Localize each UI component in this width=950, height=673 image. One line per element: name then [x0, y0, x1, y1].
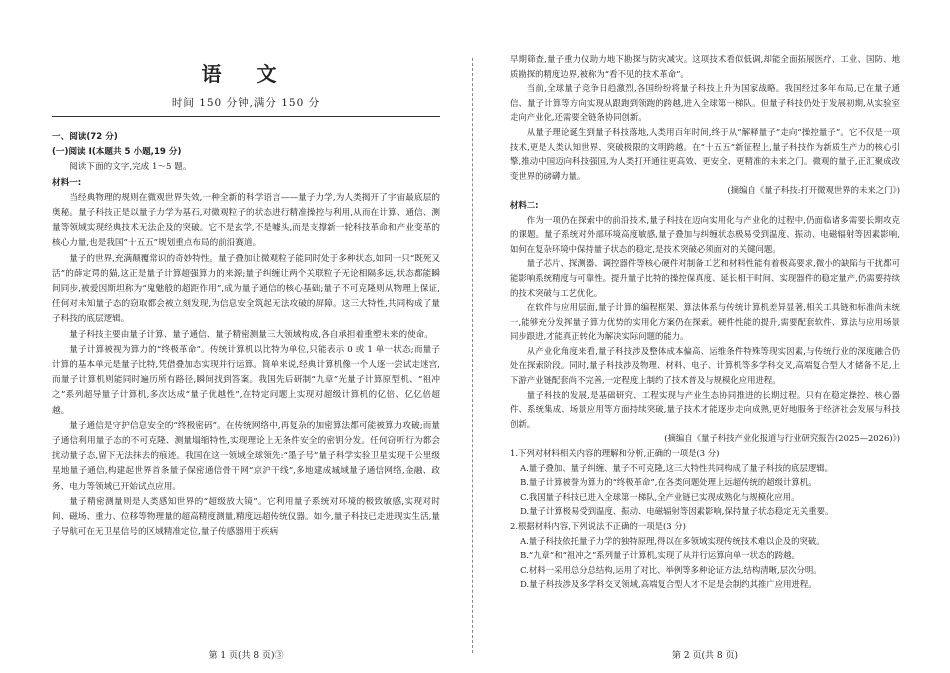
source-citation: (摘编自《量子科技:打开微观世界的未来之门》): [727, 185, 900, 196]
question-1-option-b: B.量子计算被誉为算力的“终极革命”,在各类问题处理上远超传统的超级计算机。: [520, 477, 817, 488]
source-citation: (摘编自《量子科技产业化报道与行业研究报告(2025—2026)》): [664, 433, 900, 444]
subsection-heading: (一)阅读 I(本题共 5 小题,19 分): [52, 147, 182, 158]
exam-subtitle: 时间 150 分钟,满分 150 分: [171, 97, 321, 109]
question-2-option-a: A.量子科技依托量子力学的独特原理,得以在多领域实现传统技术难以企及的突破。: [520, 535, 825, 546]
exam-title: 语 文: [201, 62, 291, 86]
paragraph: 在软件与应用层面,量子计算的编程框架、算法体系与传统计算机差异显著,相关工具链和标准尚未统一,能够充分发挥量子算力优势的实用化方案仍在探索。硬件性能的提升,需要配套软件、算法与应用场景同步跟进,才能真正转化为解决实际问题的能力。: [510, 302, 900, 342]
question-2-option-c: C.材料一采用总分总结构,运用了对比、举例等多种论证方法,结构清晰,层次分明。: [520, 564, 822, 575]
instruction-text: 阅读下面的文字,完成 1～5 题。: [69, 162, 192, 173]
question-2-option-d: D.量子科技涉及多学科交叉领域,高端复合型人才不足是会制约其推广应用进程。: [520, 579, 817, 590]
material1-label: 材料一:: [52, 177, 82, 188]
paragraph: 量子的世界,充满颠覆常识的奇妙特性。量子叠加让微观粒子能同时处于多种状态,如同一只“既死又活”的薛定谔的猫,这正是量子计算超强算力的来源;量子纠缠让两个关联粒子无论相隔多远,状态都能瞬间同步,被爱因斯坦称为“鬼魅般的超距作用”,成为量子通信的核心基础;量子不可克隆则从物理上保证,任何对未知量子态的窃取都会被立刻发现,为信息安全筑起无法攻破的屏障。这三大特性,共同构成了量子科技的底层逻辑。: [52, 253, 440, 325]
paragraph: 量子精密测量则是人类感知世界的“超级放大镜”。它利用量子系统对环境的极致敏感,实现对时间、磁场、重力、位移等物理量的超高精度测量,精度远超传统仪器。如今,量子科技已走进现实生活,量子导航可在无卫星信号的区域精准定位,量子传感器用于疾病: [52, 496, 440, 538]
paragraph: 量子科技主要由量子计算、量子通信、量子精密测量三大领域构成,各自承担着重塑未来的使命。: [69, 329, 433, 340]
question-1-option-a: A.量子叠加、量子纠缠、量子不可克隆,这三大特性共同构成了量子科技的底层逻辑。: [520, 462, 833, 473]
page-footer: 第 2 页(共 8 页): [672, 651, 738, 661]
left-content: [52, 130, 440, 540]
left-page: [52, 0, 440, 673]
paragraph: 从量子理论诞生到量子科技落地,人类用百年时间,终于从“解释量子”走向“操控量子”。它不仅是一项技术,更是人类认知世界、突破极限的文明跨越。在“十五五”新征程上,量子科技作为新质生产力的核心引擎,推动中国迈向科技强国,为人类打开通往更高效、更安全、更精准的未来之门。微观的量子,正汇聚成改变世界的磅礴力量。: [510, 126, 900, 181]
paragraph: 量子通信是守护信息安全的“终极密码”。在传统网络中,再复杂的加密算法都可能被算力攻破;而量子通信利用量子态的不可克隆、测量塌缩特性,实现理论上无条件安全的密钥分发。任何窃听行为都会扰动量子态,留下无法抹去的痕迹。我国在这一领域全球领先:“墨子号”量子科学实验卫星实现千公里级星地量子通信,构建起世界首条量子保密通信骨干网“京沪干线”,多地建成城域量子通信网络,金融、政务、电力等领域已开始试点应用。: [52, 420, 440, 492]
right-page: [510, 0, 900, 673]
paragraph: 作为一项仍在探索中的前沿技术,量子科技在迈向实用化与产业化的过程中,仍面临诸多需要长期攻克的课题。量子系统对外部环境高度敏感,量子叠加与纠缠状态极易受到温度、振动、电磁辐射等因素影响,如何在复杂环境中保持量子状态的稳定,是技术突破必须面对的关键问题。: [510, 214, 900, 254]
header-rule: [52, 116, 440, 117]
question-2: 2.根据材料内容,下列说法不正确的一项是(3 分): [510, 521, 686, 531]
paragraph: 当经典物理的规则在微观世界失效,一种全新的科学语言——量子力学,为人类揭开了宇宙最底层的奥秘。量子科技正是以量子力学为基石,对微观粒子的状态进行精准操控与利用,从而在计算、通信、测量等领域实现经典技术无法企及的突破。它不是玄学,不是噱头,而是支撑新一轮科技革命和产业变革的核心力量,也是我国“十五五”规划重点布局的前沿赛道。: [52, 192, 440, 249]
question-2-option-b: B.“九章”和“祖冲之”系列量子计算机,实现了从并行运算向单一状态的跨越。: [520, 550, 800, 561]
material2-label: 材料二:: [510, 199, 539, 210]
paragraph: 从产业化角度来看,量子科技涉及整体成本偏高、运维条件特殊等现实因素,与传统行业的深度融合仍处在探索阶段。同时,量子科技涉及物理、材料、电子、计算机等多学科交叉,高端复合型人才储备不足,上下游产业链配套尚不完善,一定程度上制约了技术普及与规模化应用进程。: [510, 345, 900, 386]
paragraph: 当前,全球量子竞争日趋激烈,各国纷纷将量子科技上升为国家战略。我国经过多年布局,已在量子通信、量子计算等方向实现从跟跑到领跑的跨越,进入全球第一梯队。但量子科技仍处于发展初期,从实验室走向产业化,还需要全链条协同创新。: [510, 83, 900, 123]
right-content: [510, 52, 900, 592]
paragraph: 量子科技的发展,是基础研究、工程实现与产业生态协同推进的长期过程。只有在稳定操控、核心器件、系统集成、场景应用等方面持续突破,量子技术才能逐步走向成熟,更好地服务于经济社会发展与科技创新。: [510, 389, 900, 429]
paragraph: 量子计算被视为算力的“终极革命”。传统计算机以比特为单位,只能表示 0 或 1 单一状态;而量子计算的基本单元是量子比特,凭借叠加态实现并行运算。简单来说,经典计算机像一个人逐一尝试走迷宫,而量子计算机则能同时遍历所有路径,瞬间找到答案。我国先后研制“九章”光量子计算原型机、“祖冲之”系列超导量子计算机,多次达成“量子优越性”,在特定问题上实现对超级计算机的亿倍、亿亿倍超越。: [52, 344, 440, 416]
question-1-option-c: C.我国量子科技已进入全球第一梯队,全产业链已实现成熟化与规模化应用。: [520, 491, 800, 502]
question-1-option-d: D.量子计算极易受到温度、振动、电磁辐射等因素影响,保持量子状态稳定无关重要。: [520, 506, 834, 517]
page-footer: 第 1 页(共 8 页)③: [208, 651, 284, 661]
question-1: 1.下列对材料相关内容的理解和分析,正确的一项是(3 分): [510, 448, 720, 459]
page-divider: [472, 58, 473, 653]
paragraph: 量子芯片、探测器、调控器件等核心硬件对制备工艺和材料性能有着极高要求,微小的缺陷与干扰都可能影响系统精度与可靠性。提升量子比特的操控保真度、延长相干时间、实现器件的稳定量产,仍需要持续的技术突破与工艺优化。: [510, 258, 900, 298]
paragraph: 早期筛查,量子重力仪助力地下勘探与防灾减灾。这项技术看似低调,却能全面拓展医疗、工业、国防、地质勘探的精度边界,被称为“看不见的技术革命”。: [510, 54, 900, 79]
section-heading: 一、阅读(72 分): [52, 132, 118, 142]
